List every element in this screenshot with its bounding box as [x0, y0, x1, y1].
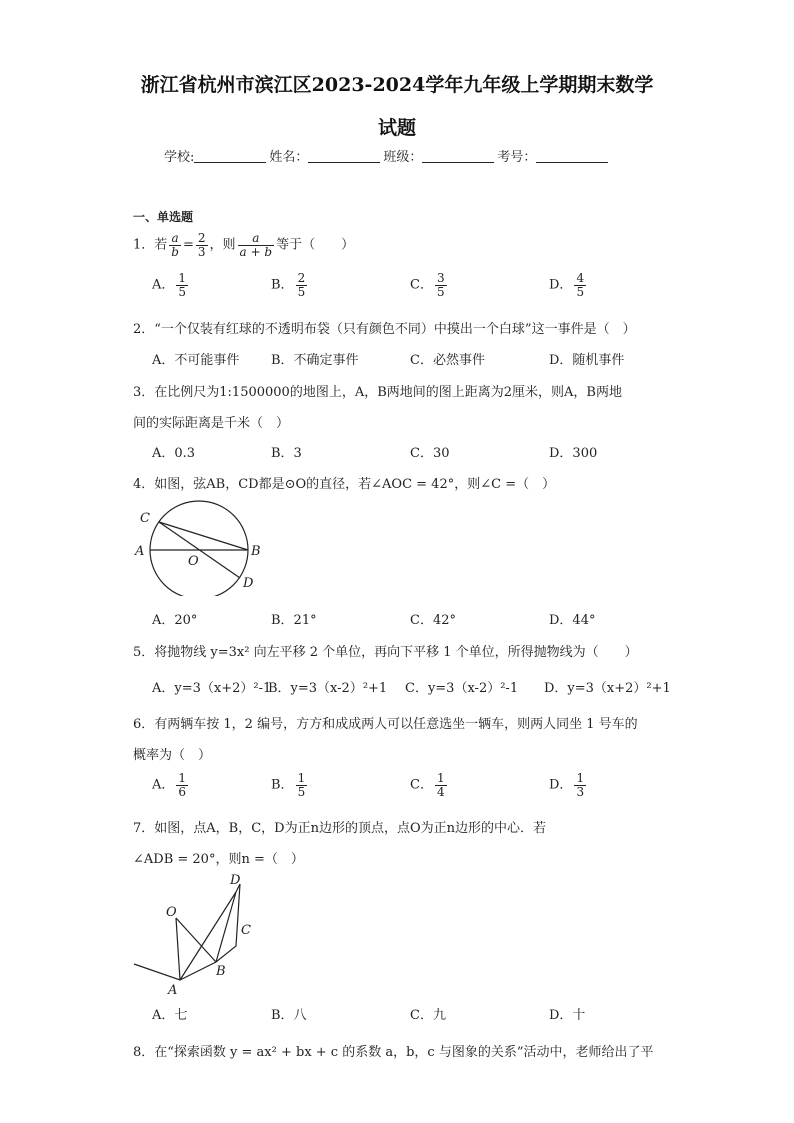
- class-label: 班级：: [383, 150, 423, 165]
- q5-option-a[interactable]: A．y=3（x+2）²-1: [152, 681, 272, 696]
- q7-option-b[interactable]: B．八: [271, 1008, 307, 1023]
- number-blank[interactable]: [536, 150, 608, 163]
- q4-label-d: D: [243, 576, 254, 591]
- q4-option-d[interactable]: D．44°: [549, 613, 596, 628]
- question-5: 5．将抛物线 y=3x² 向左平移 2 个单位，再向下平移 1 个单位，所得抛物线为（ ）: [133, 645, 638, 660]
- q2-option-c[interactable]: C．必然事件: [410, 353, 485, 368]
- question-8: 8．在“探索函数 y = ax² + bx + c 的系数 a，b，c 与图象的关系”活动中，老师给出了平: [133, 1045, 654, 1060]
- q1-option-c[interactable]: C． $\frac{3}{5}$: [410, 271, 445, 299]
- q4-chord-cb: [159, 522, 248, 550]
- q1-option-a[interactable]: A． $\frac{1}{5}$: [152, 271, 187, 299]
- q4-option-a[interactable]: A．20°: [152, 613, 198, 628]
- q4-option-c[interactable]: C．42°: [410, 613, 456, 628]
- q7-label-a: A: [168, 983, 178, 998]
- q4-label-b: B: [251, 544, 261, 559]
- q3-option-b[interactable]: B．3: [271, 446, 302, 461]
- question-3-line2: 间的实际距离是千米（ ）: [133, 416, 290, 431]
- name-label: 姓名：: [269, 150, 309, 165]
- q1-option-d[interactable]: D． $\frac{4}{5}$: [549, 271, 585, 299]
- q4-circle: [150, 501, 248, 596]
- q7-option-c[interactable]: C．九: [410, 1008, 446, 1023]
- q7-segment-ad: [180, 892, 236, 980]
- q1-frac-23: $\frac{2}{3}$: [197, 231, 206, 259]
- q7-option-a[interactable]: A．七: [152, 1008, 188, 1023]
- q3-option-c[interactable]: C．30: [410, 446, 450, 461]
- q3-option-d[interactable]: D．300: [549, 446, 598, 461]
- q7-label-o: O: [166, 905, 177, 920]
- question-4: 4．如图，弦AB，CD都是⊙O的直径，若∠AOC = 42°，则∠C =（ ）: [133, 477, 556, 492]
- question-7-line1: 7．如图，点A，B，C，D为正n边形的顶点，点O为正n边形的中心．若: [133, 821, 546, 836]
- exam-title-line2: 试题: [377, 117, 416, 139]
- name-blank[interactable]: [308, 150, 380, 163]
- q2-option-a[interactable]: A．不可能事件: [152, 353, 240, 368]
- question-7-line2: ∠ADB = 20°，则n =（ ）: [133, 852, 304, 867]
- class-blank[interactable]: [422, 150, 494, 163]
- q1-number: 1．若: [133, 237, 168, 253]
- q1-frac-target: $\frac{a}{a + b}$: [239, 231, 273, 259]
- q7-segment-bd: [216, 892, 236, 962]
- q6-option-b[interactable]: B． $\frac{1}{5}$: [271, 771, 306, 799]
- q6-option-d[interactable]: D． $\frac{1}{3}$: [549, 771, 585, 799]
- q5-option-c[interactable]: C．y=3（x-2）²-1: [405, 681, 519, 696]
- question-3-line1: 3．在比例尺为1:1500000的地图上，A，B两地间的图上距离为2厘米，则A，B两地: [133, 385, 622, 400]
- q7-option-d[interactable]: D．十: [549, 1008, 586, 1023]
- q4-label-c: C: [140, 511, 150, 526]
- q3-option-a[interactable]: A．0.3: [152, 446, 196, 461]
- q5-option-b[interactable]: B．y=3（x-2）²+1: [268, 681, 388, 696]
- q7-label-c: C: [241, 923, 251, 938]
- q1-option-b[interactable]: B． $\frac{2}{5}$: [271, 271, 306, 299]
- q6-option-c[interactable]: C． $\frac{1}{4}$: [410, 771, 445, 799]
- q1-frac-ab: $\frac{a}{b}$: [171, 231, 179, 259]
- question-1: 1．若 $\frac{a}{b}$ = $\frac{2}{3}$ ，则 $\frac{a}{a + b}$ 等于（ ）: [133, 231, 355, 259]
- q5-option-d[interactable]: D．y=3（x+2）²+1: [544, 681, 671, 696]
- q7-label-b: B: [216, 964, 226, 979]
- question-6-line1: 6．有两辆车按 1，2 编号，方方和成成两人可以任意选坐一辆车，则两人同坐 1 号车的: [133, 717, 638, 732]
- section-title: 一、单选题: [133, 210, 194, 224]
- q4-label-a: A: [135, 544, 145, 559]
- q4-option-b[interactable]: B．21°: [271, 613, 317, 628]
- q2-option-b[interactable]: B．不确定事件: [271, 353, 359, 368]
- question-6-line2: 概率为（ ）: [133, 748, 212, 763]
- q7-polygon-figure: [130, 868, 270, 998]
- exam-title-line1: 浙江省杭州市滨江区2023-2024学年九年级上学期期末数学: [140, 74, 654, 96]
- student-info-row: [164, 146, 611, 165]
- number-label: 考号：: [497, 150, 537, 165]
- school-blank[interactable]: [194, 150, 266, 163]
- q4-circle-figure: [130, 496, 270, 596]
- question-2: 2．“一个仅装有红球的不透明布袋（只有颜色不同）中摸出一个白球”这一事件是（ ）: [133, 322, 636, 337]
- q7-segment-oa: [176, 918, 180, 980]
- q6-option-a[interactable]: A． $\frac{1}{6}$: [152, 771, 187, 799]
- school-label: 学校:: [164, 150, 195, 165]
- q7-label-d: D: [230, 873, 241, 888]
- q2-option-d[interactable]: D．随机事件: [549, 353, 625, 368]
- q4-label-o: O: [188, 554, 199, 569]
